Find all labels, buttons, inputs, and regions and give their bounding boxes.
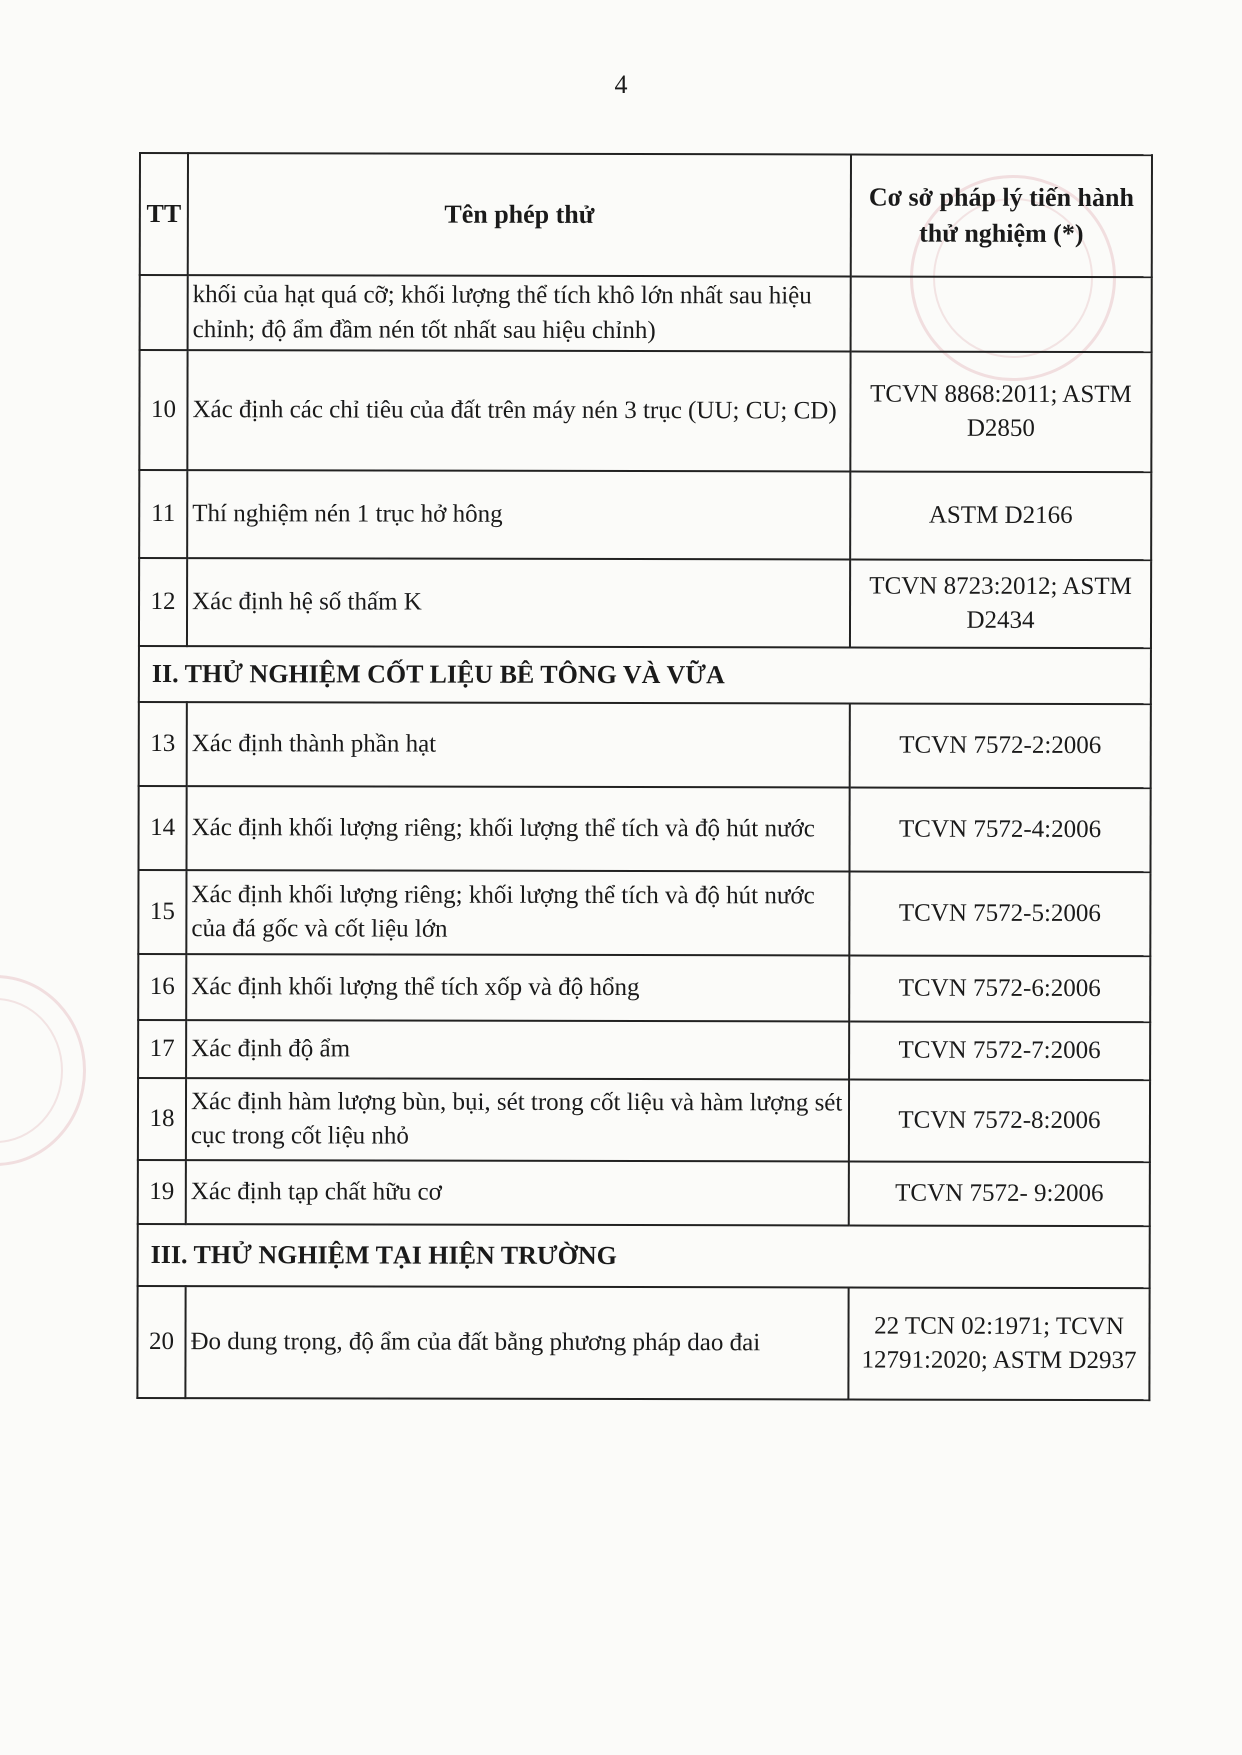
test-name: Thí nghiệm nén 1 trục hở hông — [187, 470, 850, 559]
table-row-continuation — [140, 275, 1152, 352]
test-name: Xác định khối lượng riêng; khối lượng thể tích và độ hút nước của đá gốc và cốt liệu lớn — [186, 870, 849, 955]
table-row — [139, 702, 1151, 788]
stamp-left-inner-ring — [0, 998, 63, 1143]
test-name: Xác định khối lượng riêng; khối lượng thể tích và độ hút nước — [186, 786, 849, 871]
row-number: 16 — [138, 954, 186, 1020]
header-tt: TT — [140, 153, 188, 275]
legal-basis: TCVN 7572-4:2006 — [849, 787, 1150, 872]
legal-basis: TCVN 7572-5:2006 — [849, 871, 1150, 956]
row-number — [140, 275, 188, 350]
table-row — [138, 1078, 1150, 1162]
table-row — [138, 786, 1150, 872]
row-number: 11 — [139, 470, 187, 558]
legal-basis: TCVN 8868:2011; ASTM D2850 — [850, 351, 1151, 472]
row-number: 13 — [139, 702, 187, 786]
row-number: 14 — [138, 786, 186, 870]
legal-basis: 22 TCN 02:1971; TCVN 12791:2020; ASTM D2937 — [848, 1287, 1149, 1400]
table-row — [138, 954, 1150, 1022]
test-name: Xác định độ ẩm — [186, 1020, 849, 1079]
table-row — [139, 350, 1151, 472]
table-row — [139, 470, 1151, 560]
legal-basis: TCVN 8723:2012; ASTM D2434 — [850, 559, 1151, 648]
table-row — [139, 558, 1151, 648]
test-name: Xác định tạp chất hữu cơ — [186, 1160, 849, 1225]
legal-basis: TCVN 7572-8:2006 — [849, 1079, 1150, 1162]
page-number: 4 — [614, 70, 628, 99]
legal-basis — [851, 276, 1152, 352]
test-name: Xác định thành phần hạt — [187, 702, 850, 787]
test-name: Đo dung trọng, độ ẩm của đất bằng phương pháp dao đai — [185, 1286, 848, 1399]
table-header-row — [140, 153, 1152, 277]
legal-basis: TCVN 7572- 9:2006 — [849, 1161, 1150, 1226]
section-title-2: II. THỬ NGHIỆM CỐT LIỆU BÊ TÔNG VÀ VỮA — [139, 646, 1151, 704]
legal-basis: TCVN 7572-7:2006 — [849, 1021, 1150, 1080]
section-title-3: III. THỬ NGHIỆM TẠI HIỆN TRƯỜNG — [138, 1224, 1150, 1288]
test-name: Xác định khối lượng thể tích xốp và độ hổng — [186, 954, 849, 1021]
test-name: Xác định các chỉ tiêu của đất trên máy nén 3 trục (UU; CU; CD) — [187, 350, 850, 471]
legal-basis: TCVN 7572-2:2006 — [850, 703, 1151, 788]
row-number: 15 — [138, 870, 186, 954]
test-name: khối của hạt quá cỡ; khối lượng thể tích khô lớn nhất sau hiệu chỉnh; độ ẩm đầm nén tốt nhất sau hiệu chỉnh) — [188, 275, 851, 351]
table-row — [138, 1020, 1150, 1080]
section-row-3 — [138, 1224, 1150, 1288]
header-test-name: Tên phép thử — [188, 153, 851, 276]
row-number: 20 — [137, 1286, 185, 1398]
row-number: 18 — [138, 1078, 186, 1160]
section-row-2 — [139, 646, 1151, 704]
test-name: Xác định hệ số thấm K — [187, 558, 850, 647]
legal-basis: TCVN 7572-6:2006 — [849, 955, 1150, 1022]
stamp-left — [0, 975, 86, 1166]
table-row — [138, 1160, 1150, 1226]
test-methods-table — [136, 152, 1153, 1401]
row-number: 17 — [138, 1020, 186, 1078]
table-row — [137, 1286, 1149, 1400]
legal-basis: ASTM D2166 — [850, 471, 1151, 560]
row-number: 10 — [139, 350, 187, 470]
row-number: 19 — [138, 1160, 186, 1224]
row-number: 12 — [139, 558, 187, 646]
test-name: Xác định hàm lượng bùn, bụi, sét trong cốt liệu và hàm lượng sét cục trong cốt liệu nhỏ — [186, 1078, 849, 1161]
header-legal-basis: Cơ sở pháp lý tiến hành thử nghiệm (*) — [851, 154, 1152, 277]
table-row — [138, 870, 1150, 956]
